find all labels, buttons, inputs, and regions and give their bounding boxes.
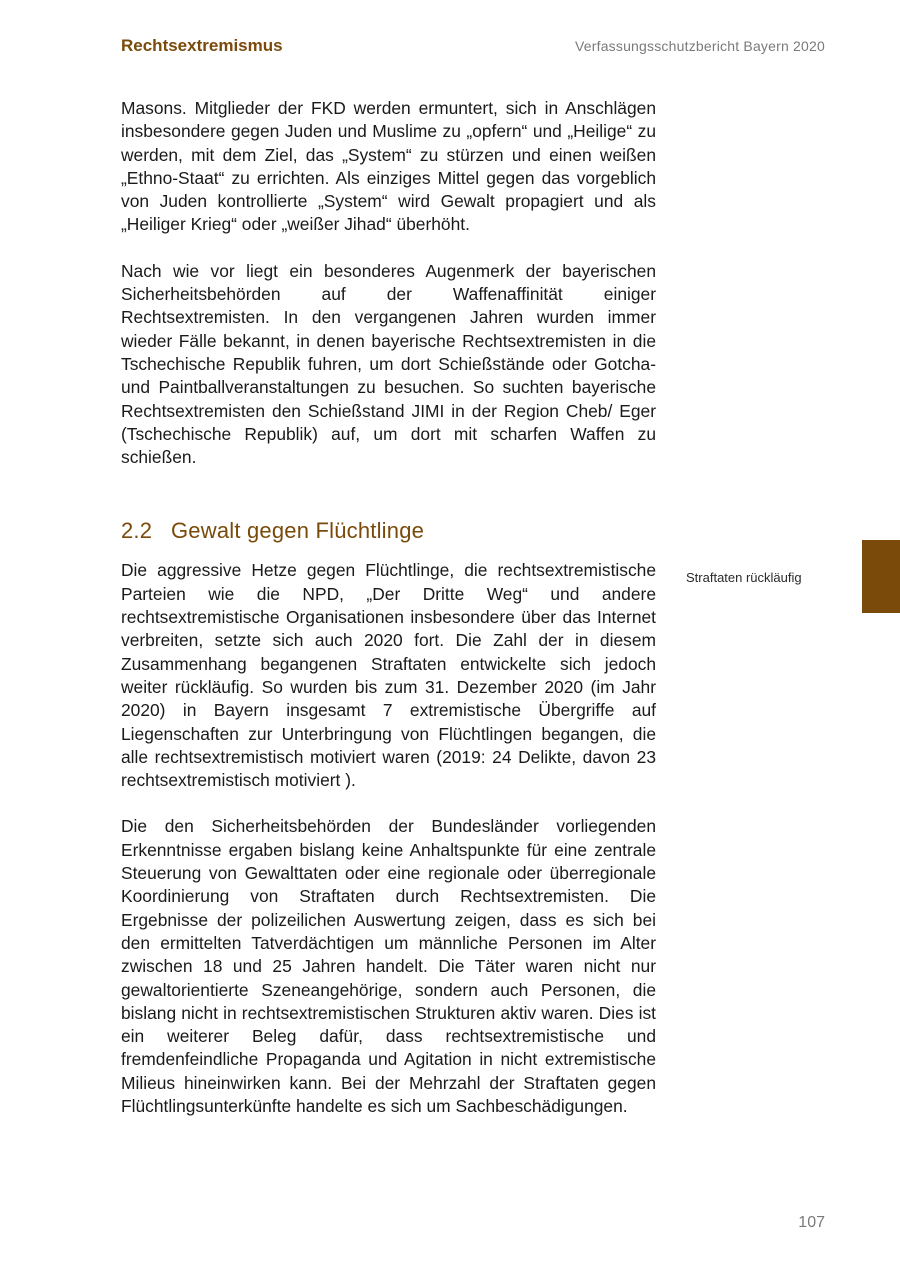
main-column <box>121 97 656 1118</box>
page-header <box>121 34 825 60</box>
section-title: Gewalt gegen Flüchtlinge <box>171 518 425 544</box>
paragraph-masons: Masons. Mitglieder der FKD werden ermuntert, sich in Anschlägen insbesondere gegen Juden und Muslime zu „opfern“ und „Heilige“ zu werden, mit dem Ziel, das „System“ zu stürzen und einen weißen „Ethno-Staat“ zu errichten. Als einziges Mittel gegen das vorgeblich von Juden kontrollierte „System“ wird Gewalt propagiert und als „Heiliger Krieg“ oder „weißer Jihad“ überhöht. <box>121 98 656 235</box>
paragraph-erkenntnisse: Die den Sicherheitsbehörden der Bundesländer vorliegenden Erkenntnisse ergaben bislang keine Anhaltspunkte für eine zentrale Steuerung von Gewalttaten oder eine regionale oder überregionale Koordinierung von Straftaten durch Rechtsextremisten. Die Ergebnisse der polizeilichen Auswertung zeigen, dass es sich bei den ermittelten Tatverdächtigen um männliche Personen im Alter zwischen 18 und 25 Jahren handelt. Die Täter waren nicht nur gewaltorientierte Szeneangehörige, sondern auch Personen, die bislang nicht in rechtsextremistischen Strukturen aktiv waren. Dies ist ein weiterer Beleg dafür, dass rechtsextremistische und fremdenfeindliche Propaganda und Agitation in nicht extremistische Milieus hineinwirken kann. Bei der Mehrzahl der Straftaten gegen Flüchtlingsunterkünfte handelte es sich um Sachbeschädigungen. <box>121 816 656 1116</box>
margin-note: Straftaten rückläufig <box>686 570 802 585</box>
section-heading <box>121 517 656 545</box>
paragraph-hetze: Die aggressive Hetze gegen Flüchtlinge, die rechtsextremistische Parteien wie die NPD, „Der Dritte Weg“ und andere rechtsextremistische Organisationen insbesondere über das Internet verbreiten, setzte sich auch 2020 fort. Die Zahl der in diesem Zusammenhang begangenen Straftaten entwickelte sich jedoch weiter rückläufig. So wurden bis zum 31. Dezember 2020 (im Jahr 2020) in Bayern insgesamt 7 extremistische Übergriffe auf Liegenschaften zur Unterbringung von Flüchtlingen begangen, die alle rechtsextremistisch motiviert waren (2019: 24 Delikte, davon 23 rechtsextremistisch motiviert ). <box>121 560 656 791</box>
section-number: 2.2 <box>121 518 153 544</box>
chapter-title: Rechtsextremismus <box>121 36 283 55</box>
paragraph-waffenaffinitaet: Nach wie vor liegt ein besonderes Augenmerk der bayerischen Sicherheitsbehörden auf der Waffenaffinität einiger Rechtsextremisten. In den vergangenen Jahren wurden immer wieder Fälle bekannt, in denen bayerische Rechtsextremisten in die Tschechische Republik fuhren, um dort Schießstände oder Gotcha- und Paintballveranstaltungen zu besuchen. So suchten bayerische Rechtsextremisten den Schießstand JIMI in der Region Cheb/ Eger (Tschechische Republik) auf, um dort mit scharfen Waffen zu schießen. <box>121 260 656 468</box>
chapter-thumb-tab <box>862 540 900 613</box>
report-title: Verfassungsschutzbericht Bayern 2020 <box>574 38 825 54</box>
page-number: 107 <box>798 1214 825 1231</box>
